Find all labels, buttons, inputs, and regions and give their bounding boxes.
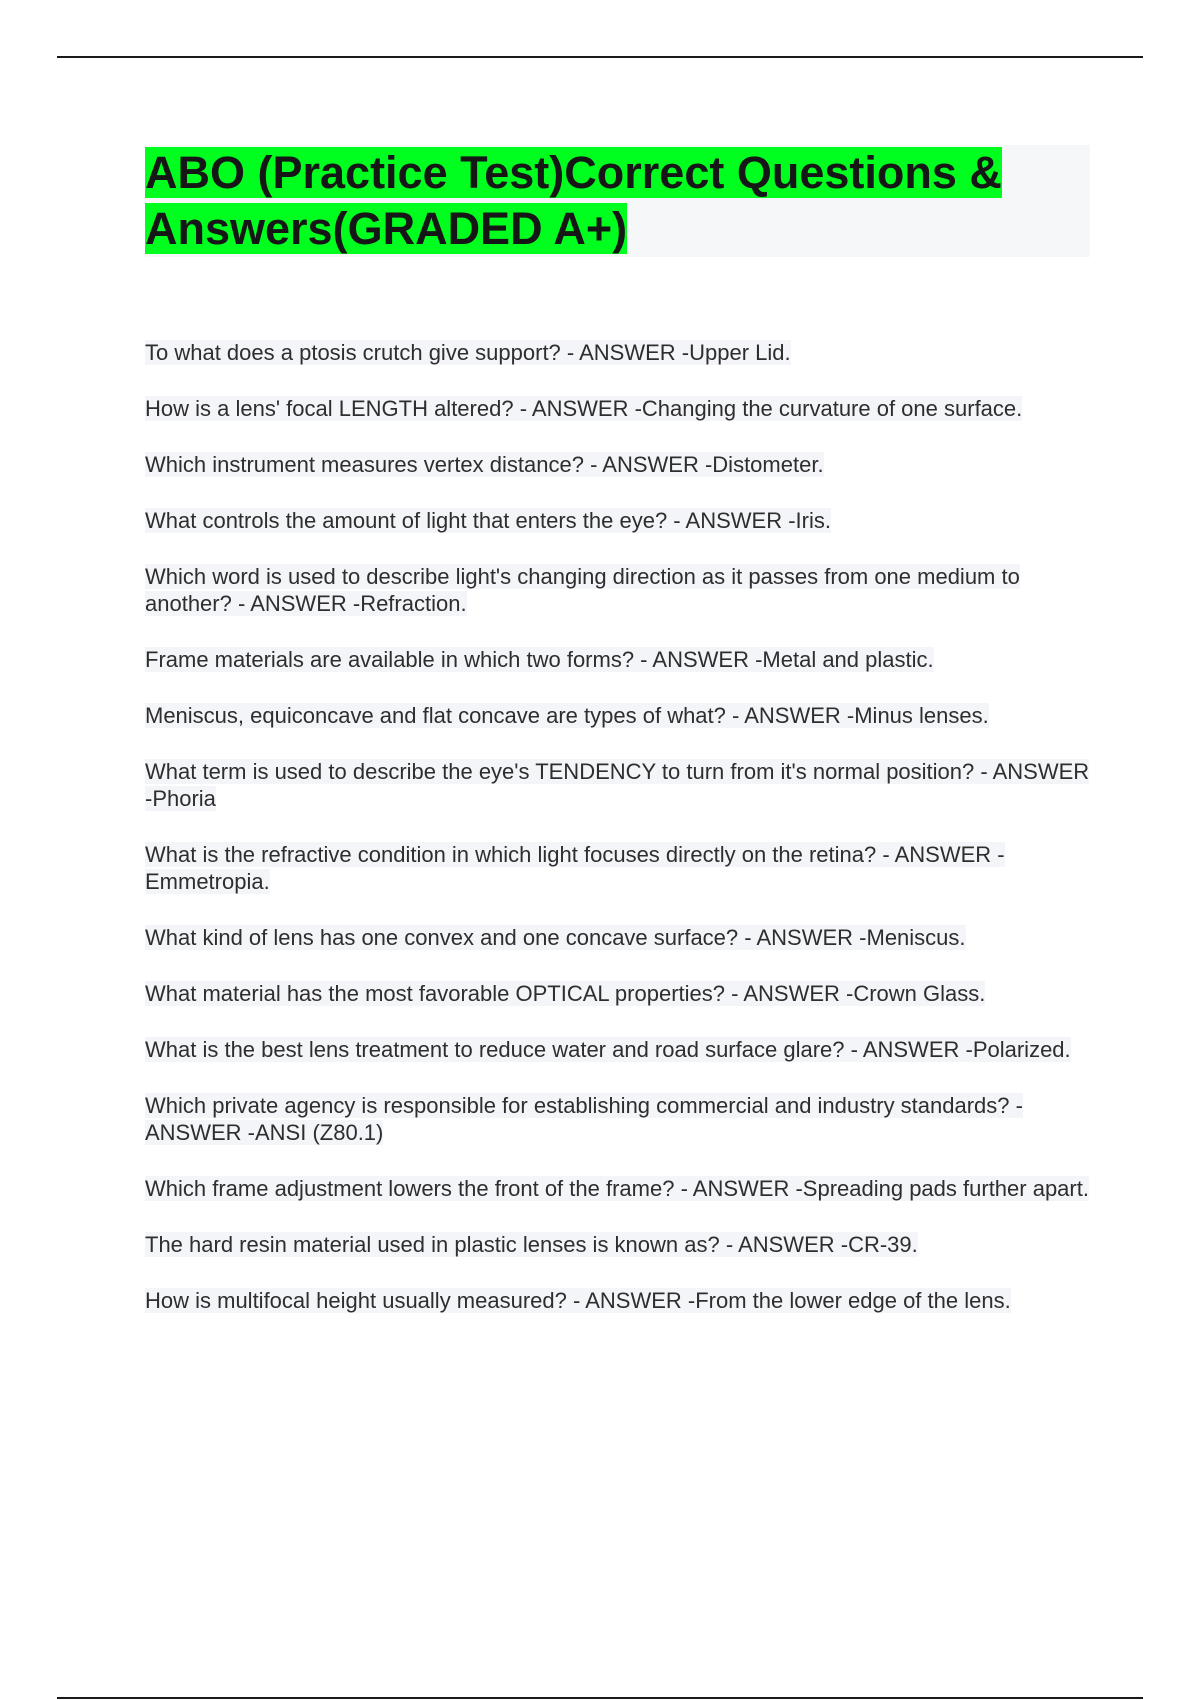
qa-text: What is the best lens treatment to reduce water and road surface glare? - ANSWER -Polarized. [145, 1037, 1071, 1062]
qa-item [145, 395, 1090, 422]
title-line-2: Answers(GRADED A+) [145, 203, 628, 254]
qa-item [145, 1092, 1090, 1146]
qa-item [145, 563, 1090, 617]
qa-item [145, 702, 1090, 729]
qa-item [145, 980, 1090, 1007]
qa-item [145, 451, 1090, 478]
title-line-1: ABO (Practice Test)Correct Questions & [145, 147, 1002, 198]
qa-item [145, 841, 1090, 895]
qa-text: How is a lens' focal LENGTH altered? - ANSWER -Changing the curvature of one surface. [145, 396, 1023, 421]
qa-text: How is multifocal height usually measured? - ANSWER -From the lower edge of the lens. [145, 1288, 1011, 1313]
qa-text: Which frame adjustment lowers the front of the frame? - ANSWER -Spreading pads further apart. [145, 1176, 1089, 1201]
qa-text: Frame materials are available in which two forms? - ANSWER -Metal and plastic. [145, 647, 934, 672]
qa-item [145, 339, 1090, 366]
qa-item [145, 758, 1090, 812]
qa-text: What controls the amount of light that enters the eye? - ANSWER -Iris. [145, 508, 831, 533]
qa-text: What material has the most favorable OPTICAL properties? - ANSWER -Crown Glass. [145, 981, 986, 1006]
qa-item [145, 924, 1090, 951]
qa-item [145, 1175, 1090, 1202]
qa-text: Which word is used to describe light's changing direction as it passes from one medium to another? - ANSWER -Refraction. [145, 564, 1020, 616]
qa-text: Which instrument measures vertex distance? - ANSWER -Distometer. [145, 452, 824, 477]
qa-text: Which private agency is responsible for establishing commercial and industry standards? - ANSWER -ANSI (Z80.1) [145, 1093, 1023, 1145]
qa-text: Meniscus, equiconcave and flat concave are types of what? - ANSWER -Minus lenses. [145, 703, 989, 728]
qa-text: To what does a ptosis crutch give support? - ANSWER -Upper Lid. [145, 340, 791, 365]
qa-text: What term is used to describe the eye's TENDENCY to turn from it's normal position? - ANSWER -Phoria [145, 759, 1090, 811]
qa-item [145, 646, 1090, 673]
title-block [145, 145, 1090, 257]
qa-item [145, 1287, 1090, 1314]
qa-item [145, 507, 1090, 534]
page-content [145, 145, 1090, 1343]
top-rule [57, 56, 1143, 58]
qa-item [145, 1231, 1090, 1258]
qa-text: What kind of lens has one convex and one concave surface? - ANSWER -Meniscus. [145, 925, 966, 950]
bottom-rule [57, 1697, 1143, 1699]
qa-text: What is the refractive condition in which light focuses directly on the retina? - ANSWER -Emmetropia. [145, 842, 1005, 894]
qa-list [145, 339, 1090, 1314]
document-title [145, 145, 1090, 257]
qa-item [145, 1036, 1090, 1063]
qa-text: The hard resin material used in plastic lenses is known as? - ANSWER -CR-39. [145, 1232, 918, 1257]
